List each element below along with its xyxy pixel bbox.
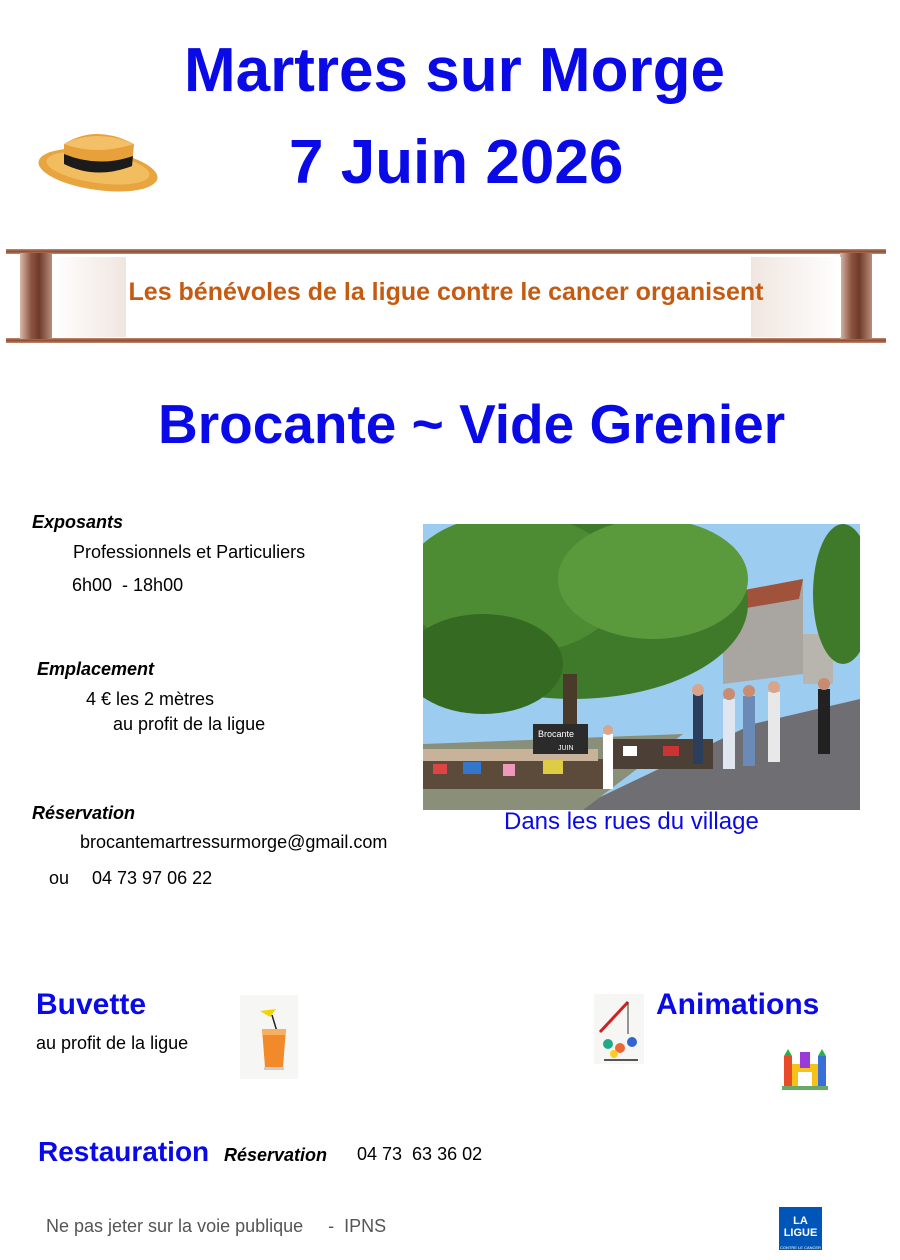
logo-line2: CONTRE LE CANCER <box>780 1245 821 1250</box>
restauration-heading: Restauration <box>38 1136 210 1167</box>
fishing-game-icon <box>594 994 644 1064</box>
buvette-heading: Buvette <box>36 988 147 1021</box>
reservation-phone[interactable]: 04 73 97 06 22 <box>92 868 213 888</box>
emplacement-price: 4 € les 2 mètres <box>86 689 215 709</box>
straw-hat-icon <box>34 104 162 226</box>
exposants-type: Professionnels et Particuliers <box>73 542 306 562</box>
banner <box>6 249 886 343</box>
emplacement-heading: Emplacement <box>37 659 155 679</box>
la-ligue-logo <box>779 1207 822 1250</box>
footer-notice: Ne pas jeter sur la voie publique - IPNS <box>46 1216 387 1236</box>
exposants-heading: Exposants <box>32 512 124 532</box>
drink-icon <box>240 995 298 1079</box>
reservation-heading: Réservation <box>32 803 136 823</box>
town-title: Martres sur Morge <box>184 36 725 105</box>
date-title: 7 Juin 2026 <box>289 128 624 197</box>
restauration-reservation-label: Réservation <box>224 1145 328 1165</box>
sign-month: JUIN <box>558 745 574 752</box>
exposants-hours: 6h00 - 18h00 <box>72 575 184 595</box>
event-title: Brocante ~ Vide Grenier <box>158 393 786 455</box>
emplacement-note: au profit de la ligue <box>113 714 266 734</box>
restauration-phone[interactable]: 04 73 63 36 02 <box>357 1144 483 1164</box>
reservation-email[interactable]: brocantemartressurmorge@gmail.com <box>80 832 388 852</box>
animations-heading: Animations <box>656 988 820 1021</box>
sign-word: Brocante <box>538 729 575 739</box>
reservation-or: ou <box>49 868 70 888</box>
photo-caption: Dans les rues du village <box>504 808 759 835</box>
banner-text: Les bénévoles de la ligue contre le cancer organisent <box>128 278 764 306</box>
buvette-note: au profit de la ligue <box>36 1033 189 1053</box>
logo-line1: LA LIGUE <box>783 1215 818 1239</box>
market-photo <box>423 524 860 810</box>
bouncy-castle-icon <box>780 1046 830 1092</box>
